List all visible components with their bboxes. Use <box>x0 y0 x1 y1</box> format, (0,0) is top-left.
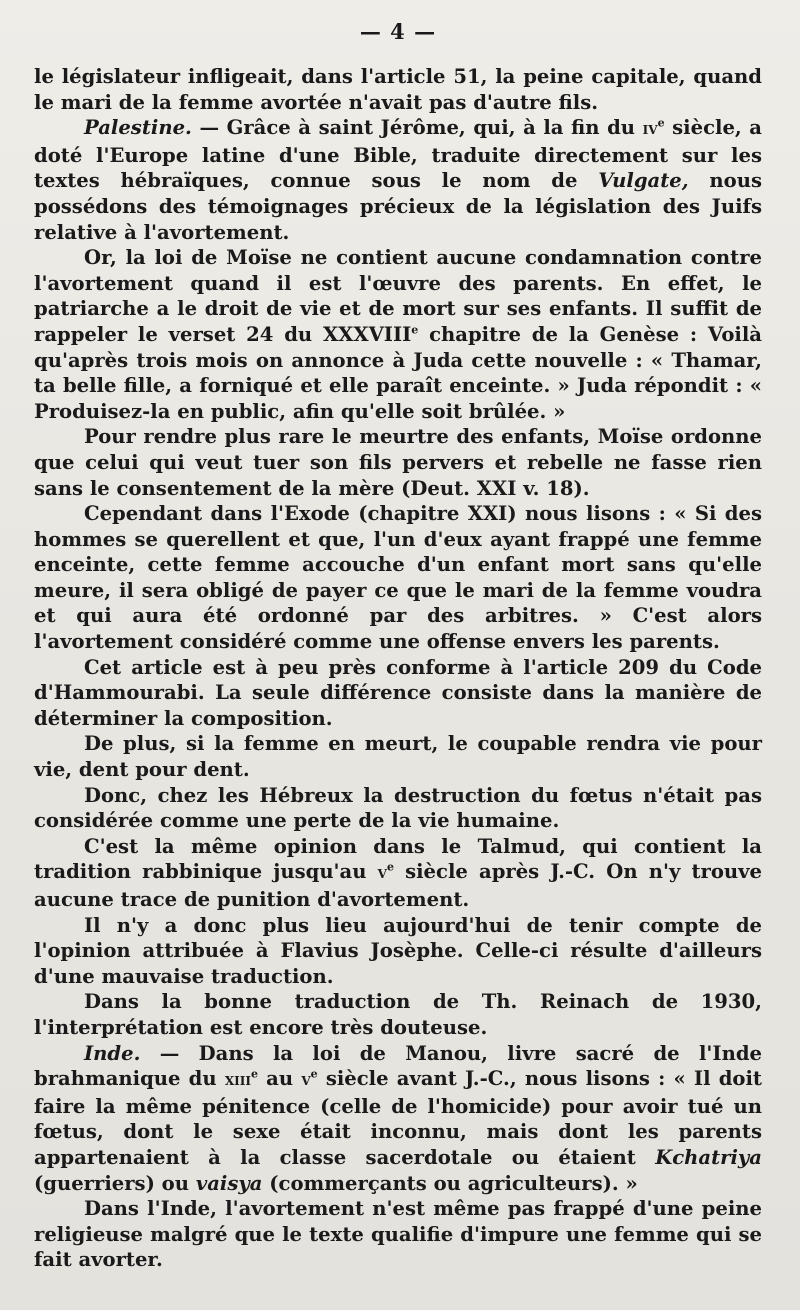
paragraph-text: Dans la bonne traduction de Th. Reinach de 1930, l'interprétation est encore très douteuse. <box>34 990 762 1039</box>
century-numeral: xiii <box>224 1070 251 1091</box>
century-numeral: iv <box>642 119 658 140</box>
superscript: e <box>411 323 419 337</box>
paragraph <box>34 655 762 732</box>
paragraph-text: le législateur infligeait, dans l'article 51, la peine capitale, quand le mari de la femme avortée n'avait pas d'autre fils. <box>34 65 762 114</box>
paragraph-text: De plus, si la femme en meurt, le coupable rendra vie pour vie, dent pour dent. <box>34 732 762 782</box>
paragraph-text: au <box>257 1067 302 1091</box>
kchatriya-term: Kchatriya <box>655 1145 762 1169</box>
paragraph <box>34 834 762 913</box>
paragraph-text: nous possédons des témoignages précieux de la législation des Juifs relative à l'avortement. <box>34 169 762 244</box>
paragraph-text: Donc, chez les Hébreux la destruction du fœtus n'était pas considérée comme une perte de la vie humaine. <box>34 783 762 833</box>
paragraph-text: Pour rendre plus rare le meurtre des enfants, Moïse ordonne que celui qui veut tuer son fils pervers et rebelle ne fasse rien sans le consentement de la mère (Deut. XXI v. 18). <box>34 425 762 500</box>
paragraph-text: siècle avant J.-C., nous lisons : « Il doit faire la même pénitence (celle de l'homicide) pour avoir tué un fœtus, dont le sexe était inconnu, mais dont les parents appartenaient à la classe sacerdotale ou étaient <box>34 1067 762 1169</box>
paragraph-inde <box>34 1041 762 1197</box>
body-text <box>34 64 762 1273</box>
section-heading-palestine: Palestine. <box>84 116 192 140</box>
paragraph-text: Il n'y a donc plus lieu aujourd'hui de tenir compte de l'opinion attribuée à Flavius Josèphe. Celle-ci résulte d'ailleurs d'une mauvaise traduction. <box>34 913 762 988</box>
century-numeral: v <box>377 863 387 884</box>
paragraph <box>34 501 762 655</box>
century-numeral: v <box>301 1070 311 1091</box>
paragraph-text: C'est la même opinion dans le Talmud, qui contient la tradition rabbinique jusqu'au <box>34 834 762 884</box>
paragraph <box>34 731 762 782</box>
page-number: — 4 — <box>359 19 437 44</box>
paragraph-text: Cet article est à peu près conforme à l'article 209 du Code d'Hammourabi. La seule différence consiste dans la manière de déterminer la composition. <box>34 655 762 730</box>
paragraph-palestine <box>34 115 762 245</box>
section-heading-inde: Inde. <box>84 1041 141 1065</box>
superscript: e <box>386 860 394 874</box>
paragraph <box>34 783 762 834</box>
paragraph-text: (guerriers) ou <box>34 1171 196 1195</box>
paragraph-text: siècle après J.-C. On n'y trouve aucune trace de punition d'avortement. <box>34 860 762 911</box>
superscript: e <box>657 116 665 130</box>
vulgate-term: Vulgate, <box>598 169 689 193</box>
paragraph-text: chapitre de la Genèse : Voilà qu'après trois mois on annonce à Juda cette nouvelle : « Thamar, ta belle fille, a forniqué et elle paraît enceinte. » Juda répondit : « Produisez-la en public, afin qu'elle soit brûlée. » <box>34 322 762 423</box>
paragraph-text: (commerçants ou agriculteurs). » <box>262 1171 638 1195</box>
paragraph-text: Or, la loi de Moïse ne contient aucune condamnation contre l'avortement quand il est l'œuvre des parents. En effet, le patriarche a le droit de vie et de mort sur ses enfants. Il suffit de rappeler le verset 24 du XXXVIII <box>34 246 762 346</box>
paragraph <box>34 913 762 990</box>
paragraph-text: — Grâce à saint Jérôme, qui, à la fin du <box>191 116 643 140</box>
paragraph <box>34 1196 762 1273</box>
paragraph-text: Cependant dans l'Exode (chapitre XXI) nous lisons : « Si des hommes se querellent et que, l'un d'eux ayant frappé une femme enceinte, cette femme accouche d'un enfant mort sans qu'elle meure, il sera obligé de payer ce que le mari de la femme voudra et qui aura été ordonné par des arbitres. » C'est alors l'avortement considéré comme une offense envers les parents. <box>34 502 762 654</box>
superscript: e <box>310 1067 318 1081</box>
vaisya-term: vaisya <box>195 1171 263 1195</box>
paragraph-text: Dans l'Inde, l'avortement n'est même pas frappé d'une peine religieuse malgré que le texte qualifie d'impure une femme qui se fait avorter. <box>34 1197 762 1272</box>
paragraph <box>34 64 762 115</box>
paragraph <box>34 245 762 424</box>
paragraph <box>34 424 762 501</box>
paragraph <box>34 989 762 1040</box>
paragraph-text: siècle, a doté l'Europe latine d'une Bible, traduite directement sur les textes hébraïques, connue sous le nom de <box>34 116 762 193</box>
superscript: e <box>250 1067 258 1081</box>
paragraph-text: — Dans la loi de Manou, livre sacré de l'Inde brahmanique du <box>34 1041 762 1091</box>
